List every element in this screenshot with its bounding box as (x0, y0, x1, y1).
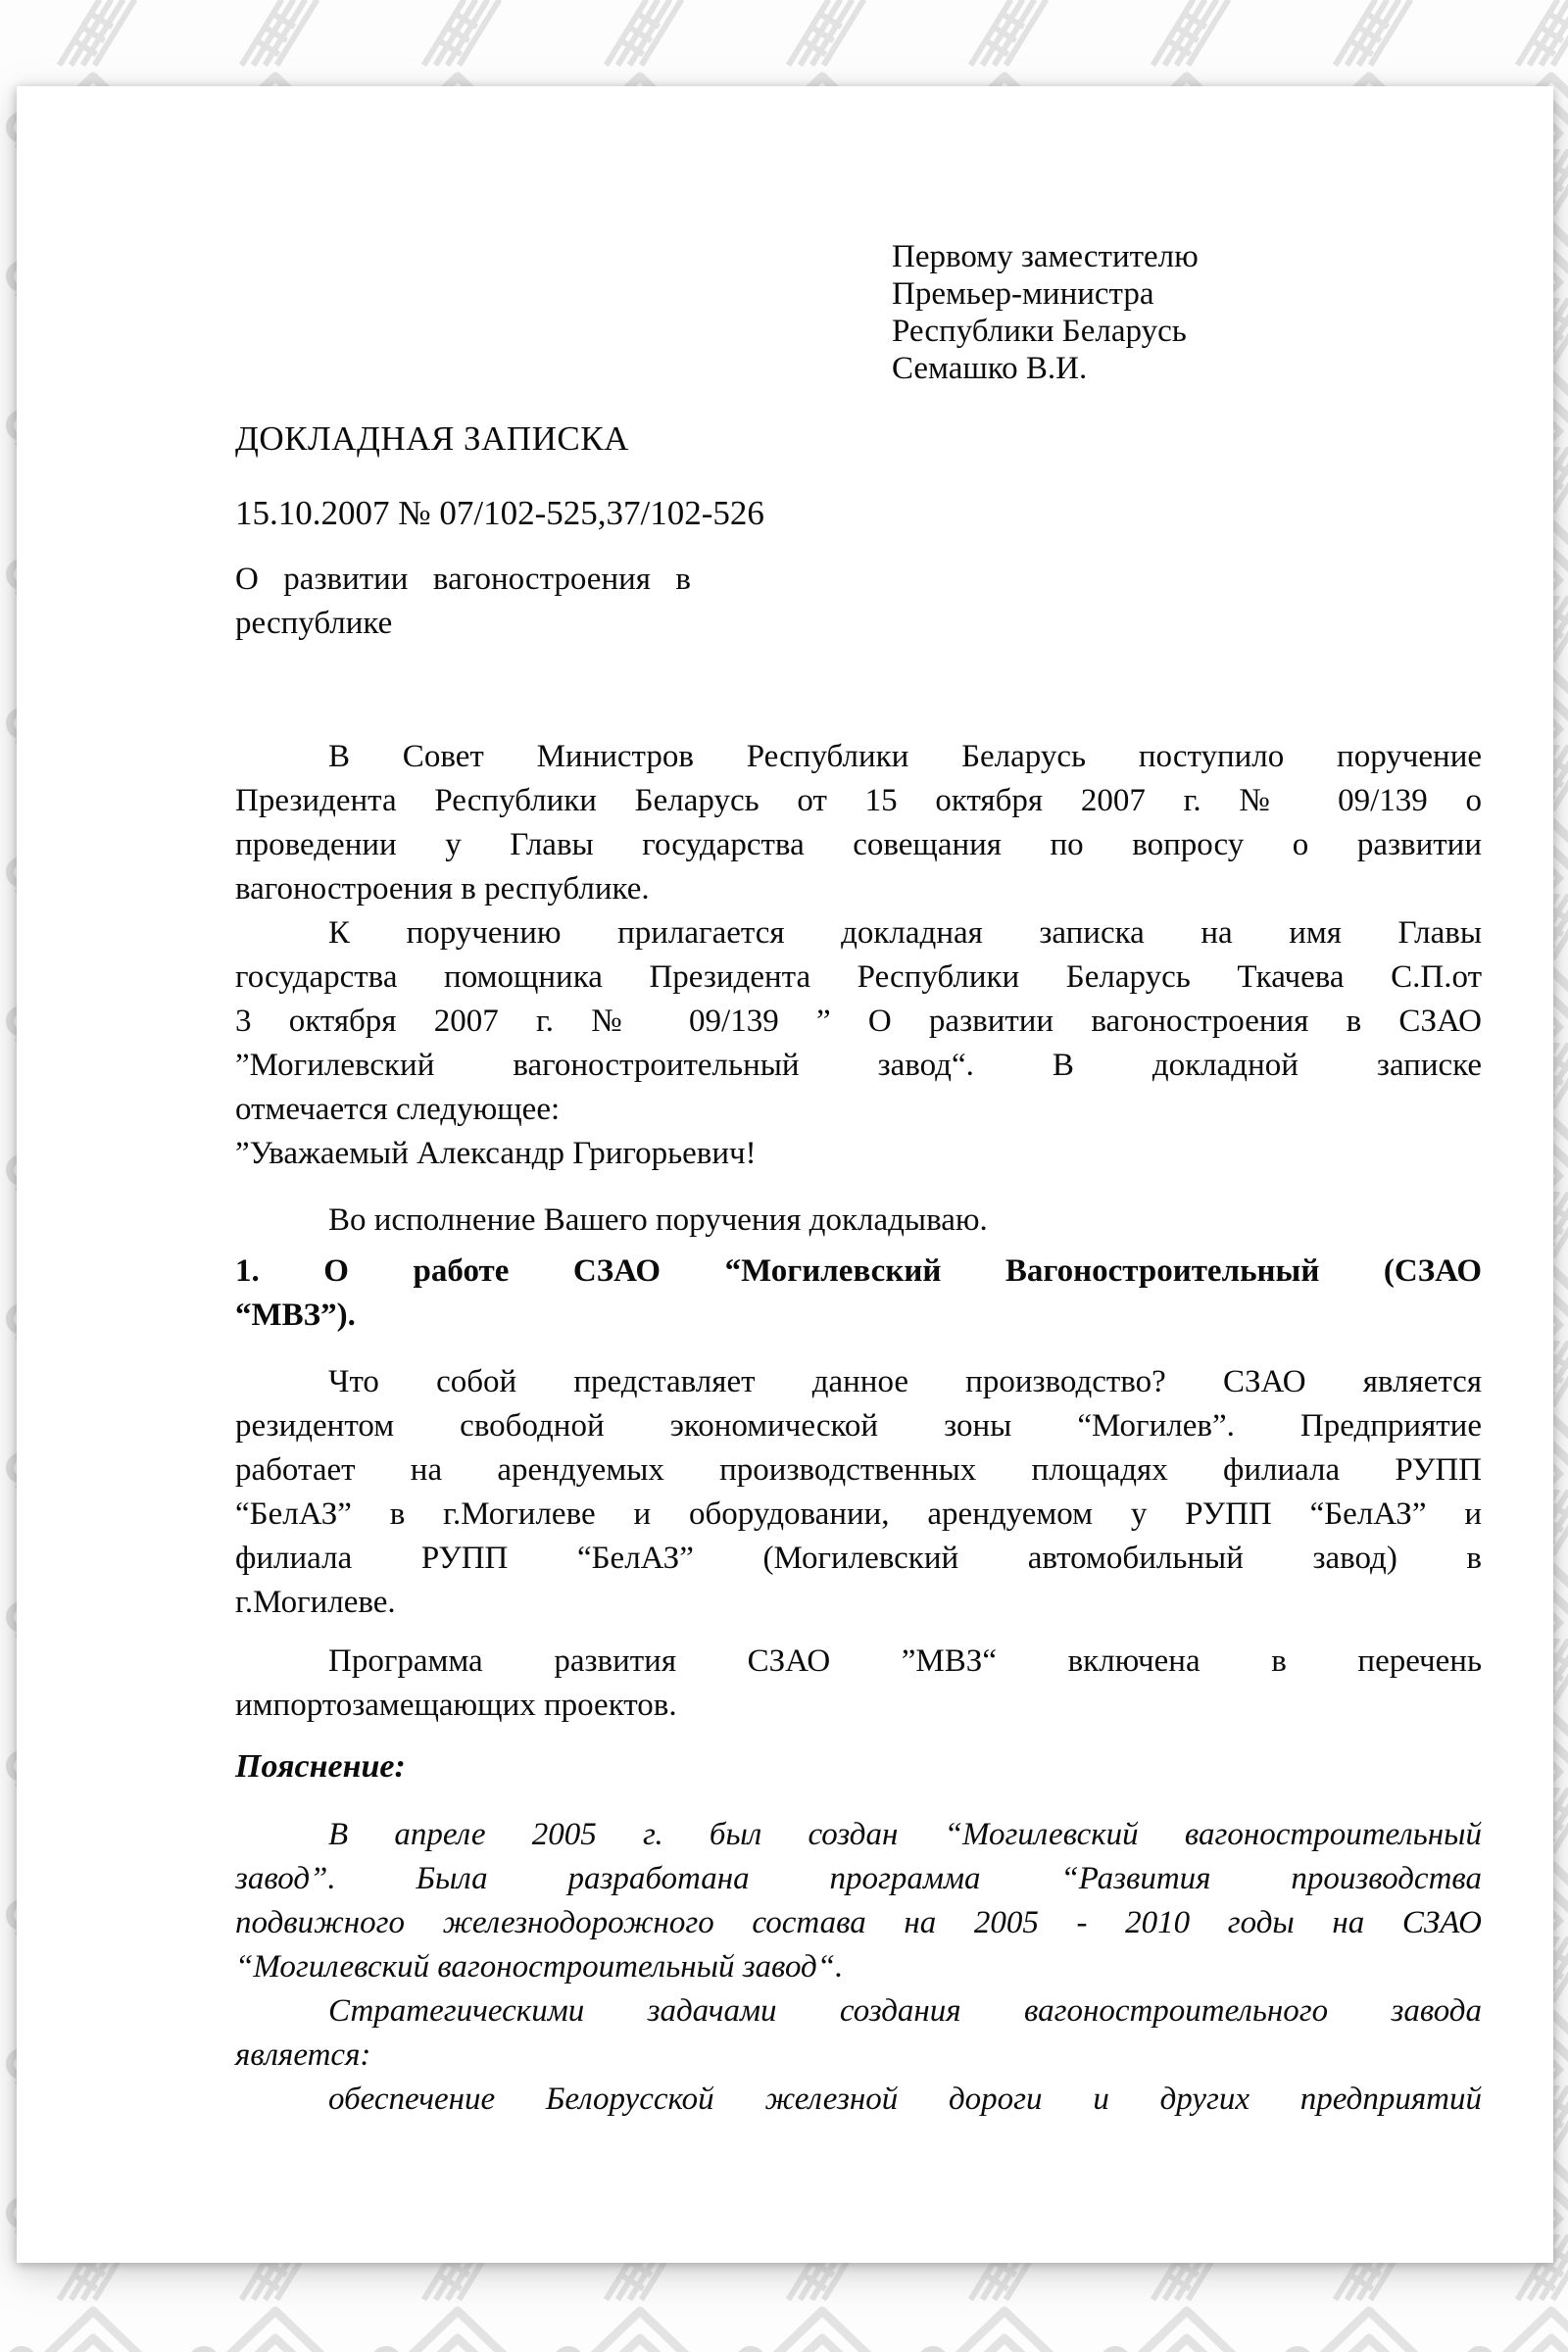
text-line: работает на арендуемых производственных площадях филиала РУПП (235, 1452, 1482, 1488)
text-line: 3 октября 2007 г. № 09/139 ” О развитии вагоностроения в СЗАО (235, 1004, 1482, 1039)
text-line: О развитии вагоностроения в (235, 562, 691, 597)
text-line: В апреле 2005 г. был создан “Могилевский вагоностроительный (328, 1817, 1482, 1852)
text-line: Стратегическими задачами создания вагоностроительного завода (328, 1993, 1482, 2029)
text-line: 1. О работе СЗАО “Могилевский Вагоностроительный (СЗАО (235, 1253, 1482, 1289)
addressee-line: Республики Беларусь (892, 314, 1187, 349)
salutation-line: ”Уважаемый Александр Григорьевич! (235, 1136, 757, 1171)
text-line: г.Могилеве. (235, 1585, 396, 1620)
addressee-line: Премьер-министра (892, 276, 1154, 312)
note-heading: Пояснение: (235, 1748, 406, 1785)
text-line: импортозамещающих проектов. (235, 1688, 677, 1723)
addressee-block (892, 238, 1482, 387)
text-line: вагоностроения в республике. (235, 871, 650, 906)
text-line: Президента Республики Беларусь от 15 октября 2007 г. № 09/139 о (235, 783, 1482, 818)
text-line: К поручению прилагается докладная записка на имя Главы (328, 915, 1482, 951)
body-paragraph-4 (235, 1360, 1482, 1625)
text-line: Что собой представляет данное производство? СЗАО является (328, 1364, 1482, 1399)
section-heading-1 (235, 1250, 1482, 1338)
note-paragraph-3 (235, 2078, 1482, 2122)
text-line: филиала РУПП “БелАЗ” (Могилевский автомобильный завод) в (235, 1541, 1482, 1576)
document-page (17, 86, 1553, 2263)
body-paragraph-3: Во исполнение Вашего поручения докладываю. (328, 1202, 988, 1238)
text-line: резидентом свободной экономической зоны “Могилев”. Предприятие (235, 1408, 1482, 1444)
note-paragraph-1 (235, 1813, 1482, 1989)
document-type-title: ДОКЛАДНАЯ ЗАПИСКА (235, 419, 629, 458)
text-line: подвижного железнодорожного состава на 2005 - 2010 годы на СЗАО (235, 1905, 1482, 1940)
text-line: республике (235, 606, 393, 641)
text-line: “Могилевский вагоностроительный завод“. (235, 1949, 844, 1984)
text-line: проведении у Главы государства совещания по вопросу о развитии (235, 827, 1482, 862)
body-paragraph-5 (235, 1640, 1482, 1728)
document-subject (235, 558, 691, 646)
text-line: обеспечение Белорусской железной дороги и других предприятий (328, 2082, 1482, 2117)
text-line: отмечается следующее: (235, 1092, 561, 1127)
body-paragraph-2 (235, 911, 1482, 1132)
text-line: завод”. Была разработана программа “Развития производства (235, 1861, 1482, 1896)
text-line: ”Могилевский вагоностроительный завод“. В докладной записке (235, 1048, 1482, 1083)
note-paragraph-2 (235, 1989, 1482, 2078)
addressee-line: Первому заместителю (892, 239, 1199, 274)
addressee-line: Семашко В.И. (892, 351, 1088, 386)
text-line: является: (235, 2037, 371, 2073)
body-paragraph-1 (235, 735, 1482, 911)
text-line: государства помощника Президента Республики Беларусь Ткачева С.П.от (235, 959, 1482, 995)
text-line: “БелАЗ” в г.Могилеве и оборудовании, арендуемом у РУПП “БелАЗ” и (235, 1496, 1482, 1532)
text-line: “МВЗ”). (235, 1298, 356, 1333)
document-date-number: 15.10.2007 № 07/102-525,37/102-526 (235, 494, 764, 532)
text-line: Программа развития СЗАО ”МВЗ“ включена в перечень (328, 1643, 1482, 1679)
text-line: В Совет Министров Республики Беларусь поступило поручение (328, 739, 1482, 774)
